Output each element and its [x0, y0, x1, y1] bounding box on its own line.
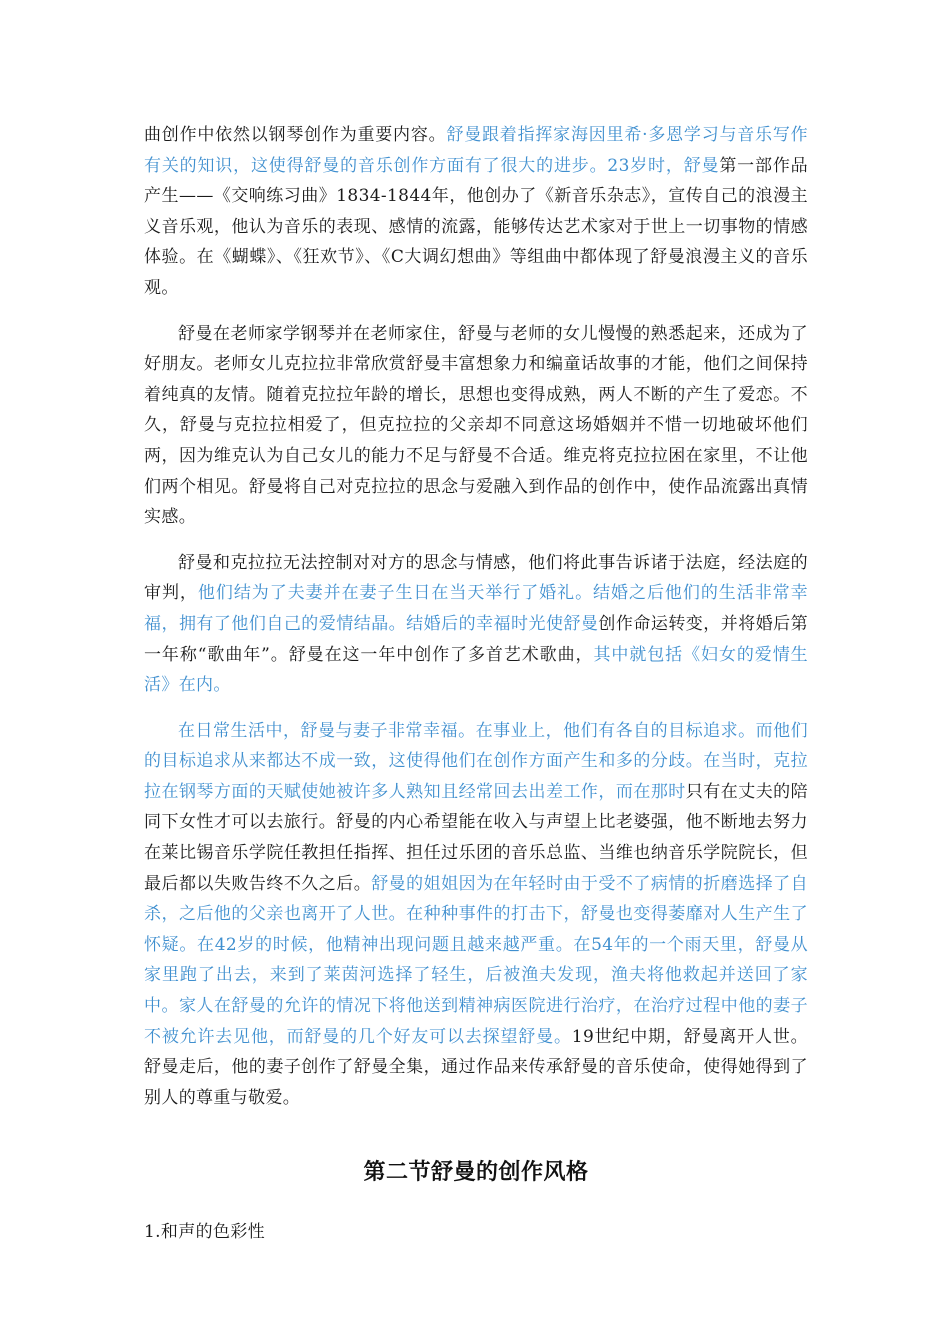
highlighted-text-run: 舒曼跟着指挥家海因里希·多恩学习与音乐写作有关的知识，这使得舒曼的音乐创作方面有了很大的进步。23岁时，舒曼: [144, 125, 808, 176]
text-run: 舒曼在老师家学钢琴并在老师家住，舒曼与老师的女儿慢慢的熟悉起来，还成为了好朋友。老师女儿克拉拉非常欣赏舒曼丰富想象力和编童话故事的才能，他们之间保持着纯真的友情。随着克拉拉年龄的增长，思想也变得成熟，两人不断的产生了爱恋。不久，舒曼与克拉拉相爱了，但克拉拉的父亲却不同意这场婚姻并不惜一切地破坏他们两，因为维克认为自己女儿的能力不足与舒曼不合适。维克将克拉拉困在家里，不让他们两个相见。舒曼将自己对克拉拉的思念与爱融入到作品的创作中，使作品流露出真情实感。: [144, 323, 808, 528]
text-run: 创作命运转变，并将婚后第一年称“歌曲年”。舒曼在这一年中创作了多首艺术歌曲，: [144, 613, 808, 665]
paragraph-3: [144, 548, 808, 701]
highlighted-text-run: 在日常生活中，舒曼与妻子非常幸福。在事业上，他们有各自的目标追求。而他们的目标追求从来都达不成一致，这使得他们在创作方面产生和多的分歧。在当时，克拉拉在钢琴方面的天赋使她被许多人熟知且经常回去出差工作，而在那时: [144, 720, 808, 802]
text-run: 曲创作中依然以钢琴创作为重要内容。: [144, 125, 447, 145]
text-run: 舒曼和克拉拉无法控制对对方的思念与情感，他们将此事告诉诸于法庭，经法庭的审判，: [144, 552, 808, 604]
text-run: 只有在丈夫的陪同下女性才可以去旅行。舒曼的内心希望能在收入与声望上比老婆强，他不断地去努力在莱比锡音乐学院任教担任指挥、担任过乐团的音乐总监、当维也纳音乐学院院长，但最后都以失败告终不久之后。: [144, 781, 808, 894]
text-run: 第一部作品产生——《交响练习曲》1834-1844年，他创办了《新音乐杂志》，宣传自己的浪漫主义音乐观，他认为音乐的表现、感情的流露，能够传达艺术家对于世上一切事物的情感体验。在《蝴蝶》、《狂欢节》、《C大调幻想曲》等组曲中都体现了舒曼浪漫主义的音乐观。: [144, 155, 809, 298]
highlighted-text-run: 其中就包括《妇女的爱情生活》在内。: [144, 644, 809, 696]
paragraph-4: [144, 716, 808, 1114]
highlighted-text-run: 舒曼的姐姐因为在年轻时由于受不了病情的折磨选择了自杀，之后他的父亲也离开了人世。在种种事件的打击下，舒曼也变得萎靡对人生产生了怀疑。在42岁的时候，他精神出现问题且越来越严重。在54年的一个雨天里，舒曼从家里跑了出去，来到了莱茵河选择了轻生，后被渔夫发现，渔夫将他救起并送回了家中。家人在舒曼的允许的情况下将他送到精神病医院进行治疗，在治疗过程中他的妻子不被允许去见他，而舒曼的几个好友可以去探望舒曼。: [144, 873, 808, 1047]
highlighted-text-run: 他们结为了夫妻并在妻子生日在当天举行了婚礼。结婚之后他们的生活非常幸福，拥有了他们自己的爱情结晶。结婚后的幸福时光使舒曼: [144, 583, 808, 634]
paragraph-2: [144, 319, 808, 533]
document-page: [144, 120, 808, 1247]
subheading: 1.和声的色彩性: [144, 1222, 266, 1243]
paragraph-1: [144, 120, 808, 304]
section-heading: 第二节舒曼的创作风格: [363, 1160, 589, 1186]
text-run: 19世纪中期，舒曼离开人世。舒曼走后，他的妻子创作了舒曼全集，通过作品来传承舒曼的音乐使命，使得她得到了别人的尊重与敬爱。: [144, 1026, 809, 1108]
